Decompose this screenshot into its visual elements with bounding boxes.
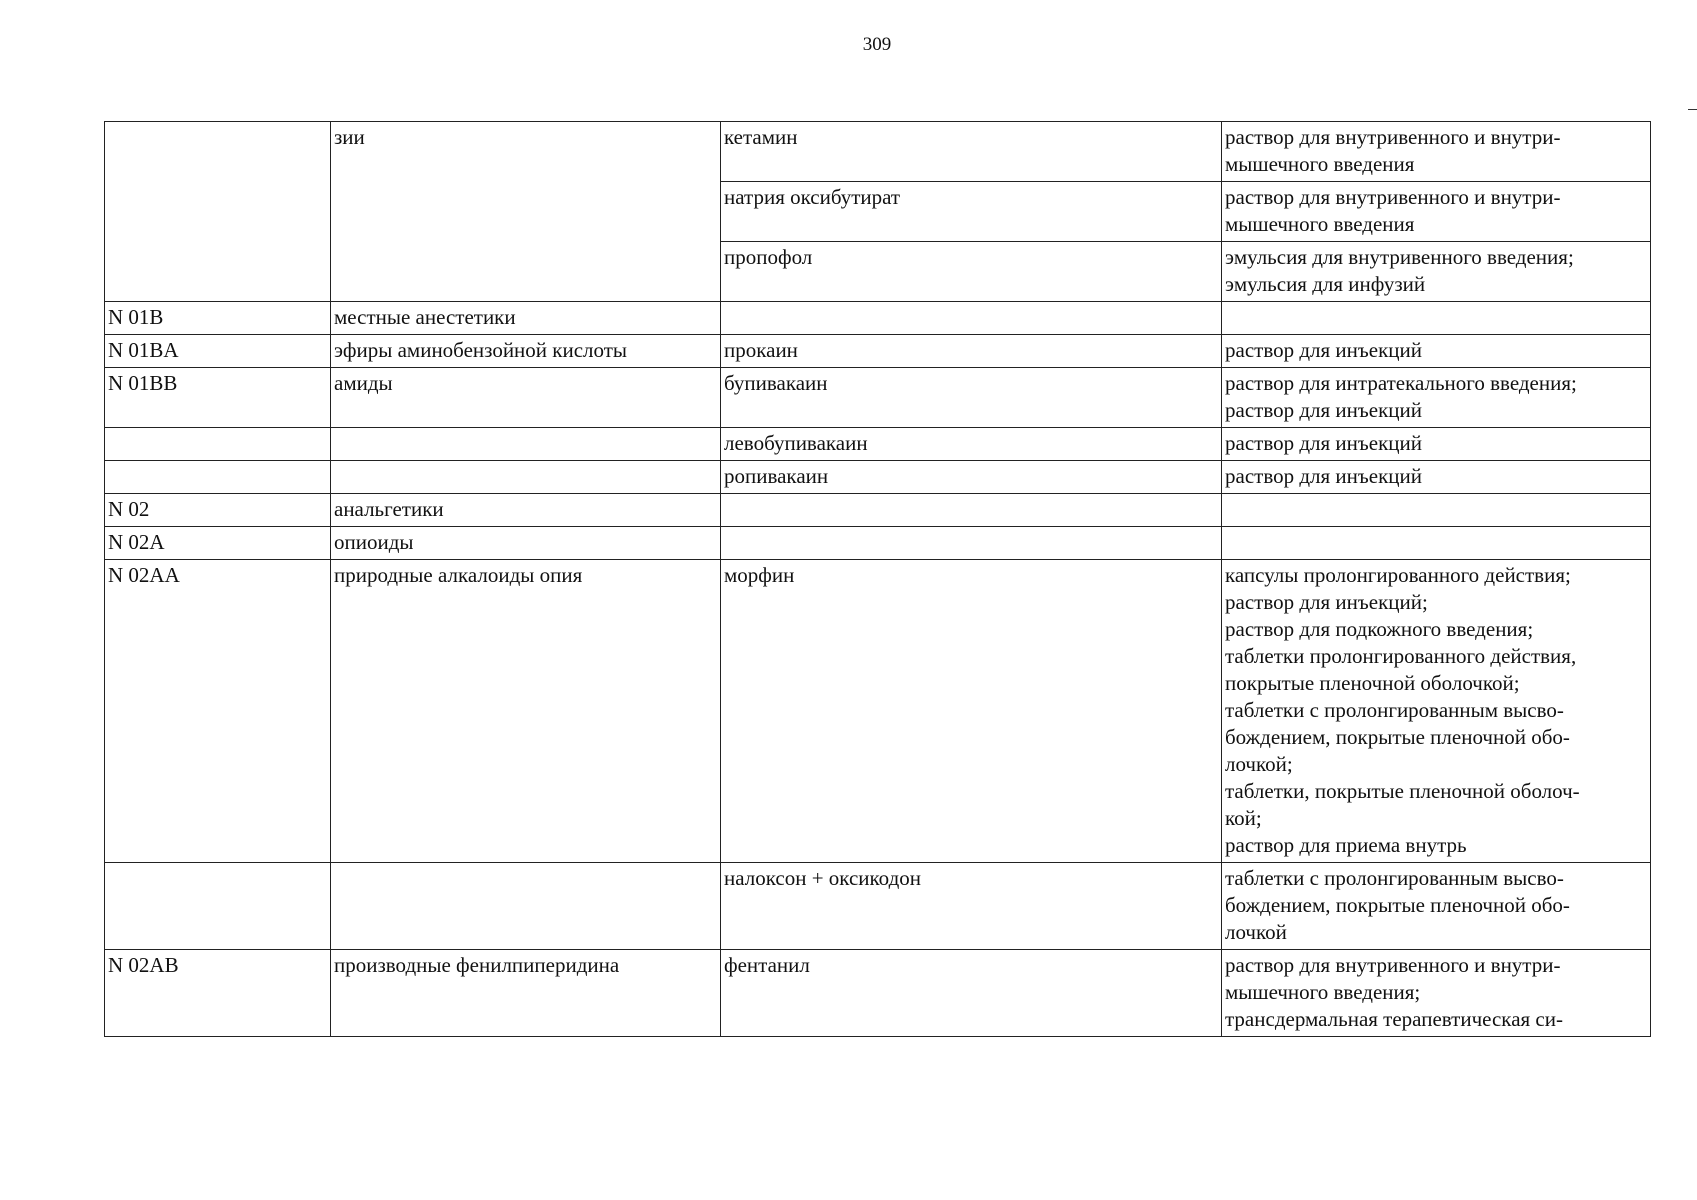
- form-cell: [1222, 182, 1651, 242]
- atc-code-cell: [105, 863, 331, 950]
- table-row: [105, 560, 1651, 863]
- form-line: покрытые пленочной оболочкой;: [1225, 671, 1520, 695]
- form-cell: [1222, 527, 1651, 560]
- group-cell: анальгетики: [331, 494, 721, 527]
- drug-cell: прокаин: [721, 335, 1222, 368]
- table-row: [105, 461, 1651, 494]
- form-line: раствор для инъекций: [1225, 338, 1422, 362]
- form-cell: [1222, 335, 1651, 368]
- form-line: лочкой: [1225, 920, 1287, 944]
- drug-cell: ропивакаин: [721, 461, 1222, 494]
- drug-cell: морфин: [721, 560, 1222, 863]
- group-cell: зии: [331, 122, 721, 302]
- page-number: 309: [862, 34, 892, 55]
- form-line: раствор для интратекального введения;: [1225, 371, 1577, 395]
- atc-code-cell: N 01B: [105, 302, 331, 335]
- atc-code-cell: N 02A: [105, 527, 331, 560]
- form-line: раствор для инъекций: [1225, 398, 1422, 422]
- form-line: раствор для внутривенного и внутри-: [1225, 125, 1561, 149]
- form-line: раствор для приема внутрь: [1225, 833, 1467, 857]
- group-cell: производные фенилпиперидина: [331, 950, 721, 1037]
- atc-code-cell: [105, 122, 331, 302]
- form-cell: [1222, 863, 1651, 950]
- form-line: раствор для внутривенного и внутри-: [1225, 185, 1561, 209]
- form-line: эмульсия для внутривенного введения;: [1225, 245, 1574, 269]
- drug-cell: бупивакаин: [721, 368, 1222, 428]
- form-line: таблетки с пролонгированным высво-: [1225, 698, 1564, 722]
- atc-code-cell: N 02AB: [105, 950, 331, 1037]
- form-line: бождением, покрытые пленочной обо-: [1225, 893, 1570, 917]
- table-row: [105, 863, 1651, 950]
- group-cell: [331, 461, 721, 494]
- group-cell: эфиры аминобензойной кислоты: [331, 335, 721, 368]
- form-cell: [1222, 368, 1651, 428]
- atc-code-cell: N 02AA: [105, 560, 331, 863]
- form-cell: [1222, 242, 1651, 302]
- drug-table: [104, 121, 1651, 1037]
- drug-cell: [721, 302, 1222, 335]
- form-line: трансдермальная терапевтическая си-: [1225, 1007, 1563, 1031]
- form-cell: [1222, 950, 1651, 1037]
- form-line: бождением, покрытые пленочной обо-: [1225, 725, 1570, 749]
- drug-cell: натрия оксибутират: [721, 182, 1222, 242]
- group-cell: [331, 428, 721, 461]
- atc-code-cell: [105, 461, 331, 494]
- form-line: таблетки с пролонгированным высво-: [1225, 866, 1564, 890]
- form-line: капсулы пролонгированного действия;: [1225, 563, 1571, 587]
- form-line: лочкой;: [1225, 752, 1293, 776]
- form-line: кой;: [1225, 806, 1262, 830]
- form-line: раствор для инъекций: [1225, 431, 1422, 455]
- form-cell: [1222, 428, 1651, 461]
- form-line: мышечного введения;: [1225, 980, 1421, 1004]
- form-cell: [1222, 122, 1651, 182]
- form-line: раствор для внутривенного и внутри-: [1225, 953, 1561, 977]
- edge-mark: [1688, 109, 1697, 110]
- atc-code-cell: N 01BA: [105, 335, 331, 368]
- table-row: [105, 494, 1651, 527]
- form-line: мышечного введения: [1225, 212, 1415, 236]
- drug-cell: [721, 494, 1222, 527]
- group-cell: [331, 863, 721, 950]
- form-line: раствор для инъекций: [1225, 464, 1422, 488]
- form-cell: [1222, 302, 1651, 335]
- form-line: таблетки пролонгированного действия,: [1225, 644, 1577, 668]
- table-row: [105, 335, 1651, 368]
- form-line: эмульсия для инфузий: [1225, 272, 1426, 296]
- table-row: [105, 368, 1651, 428]
- table-row: [105, 527, 1651, 560]
- table-row: [105, 302, 1651, 335]
- form-cell: [1222, 461, 1651, 494]
- drug-cell: левобупивакаин: [721, 428, 1222, 461]
- drug-cell: пропофол: [721, 242, 1222, 302]
- drug-cell: налоксон + оксикодон: [721, 863, 1222, 950]
- form-line: таблетки, покрытые пленочной оболоч-: [1225, 779, 1580, 803]
- drug-cell: фентанил: [721, 950, 1222, 1037]
- form-cell: [1222, 494, 1651, 527]
- drug-cell: кетамин: [721, 122, 1222, 182]
- group-cell: амиды: [331, 368, 721, 428]
- atc-code-cell: N 01BB: [105, 368, 331, 428]
- group-cell: местные анестетики: [331, 302, 721, 335]
- group-cell: природные алкалоиды опия: [331, 560, 721, 863]
- form-line: раствор для инъекций;: [1225, 590, 1428, 614]
- drug-cell: [721, 527, 1222, 560]
- table-row: [105, 950, 1651, 1037]
- group-cell: опиоиды: [331, 527, 721, 560]
- atc-code-cell: N 02: [105, 494, 331, 527]
- form-cell: [1222, 560, 1651, 863]
- table-row: [105, 428, 1651, 461]
- form-line: мышечного введения: [1225, 152, 1415, 176]
- atc-code-cell: [105, 428, 331, 461]
- form-line: раствор для подкожного введения;: [1225, 617, 1534, 641]
- table-row: [105, 122, 1651, 182]
